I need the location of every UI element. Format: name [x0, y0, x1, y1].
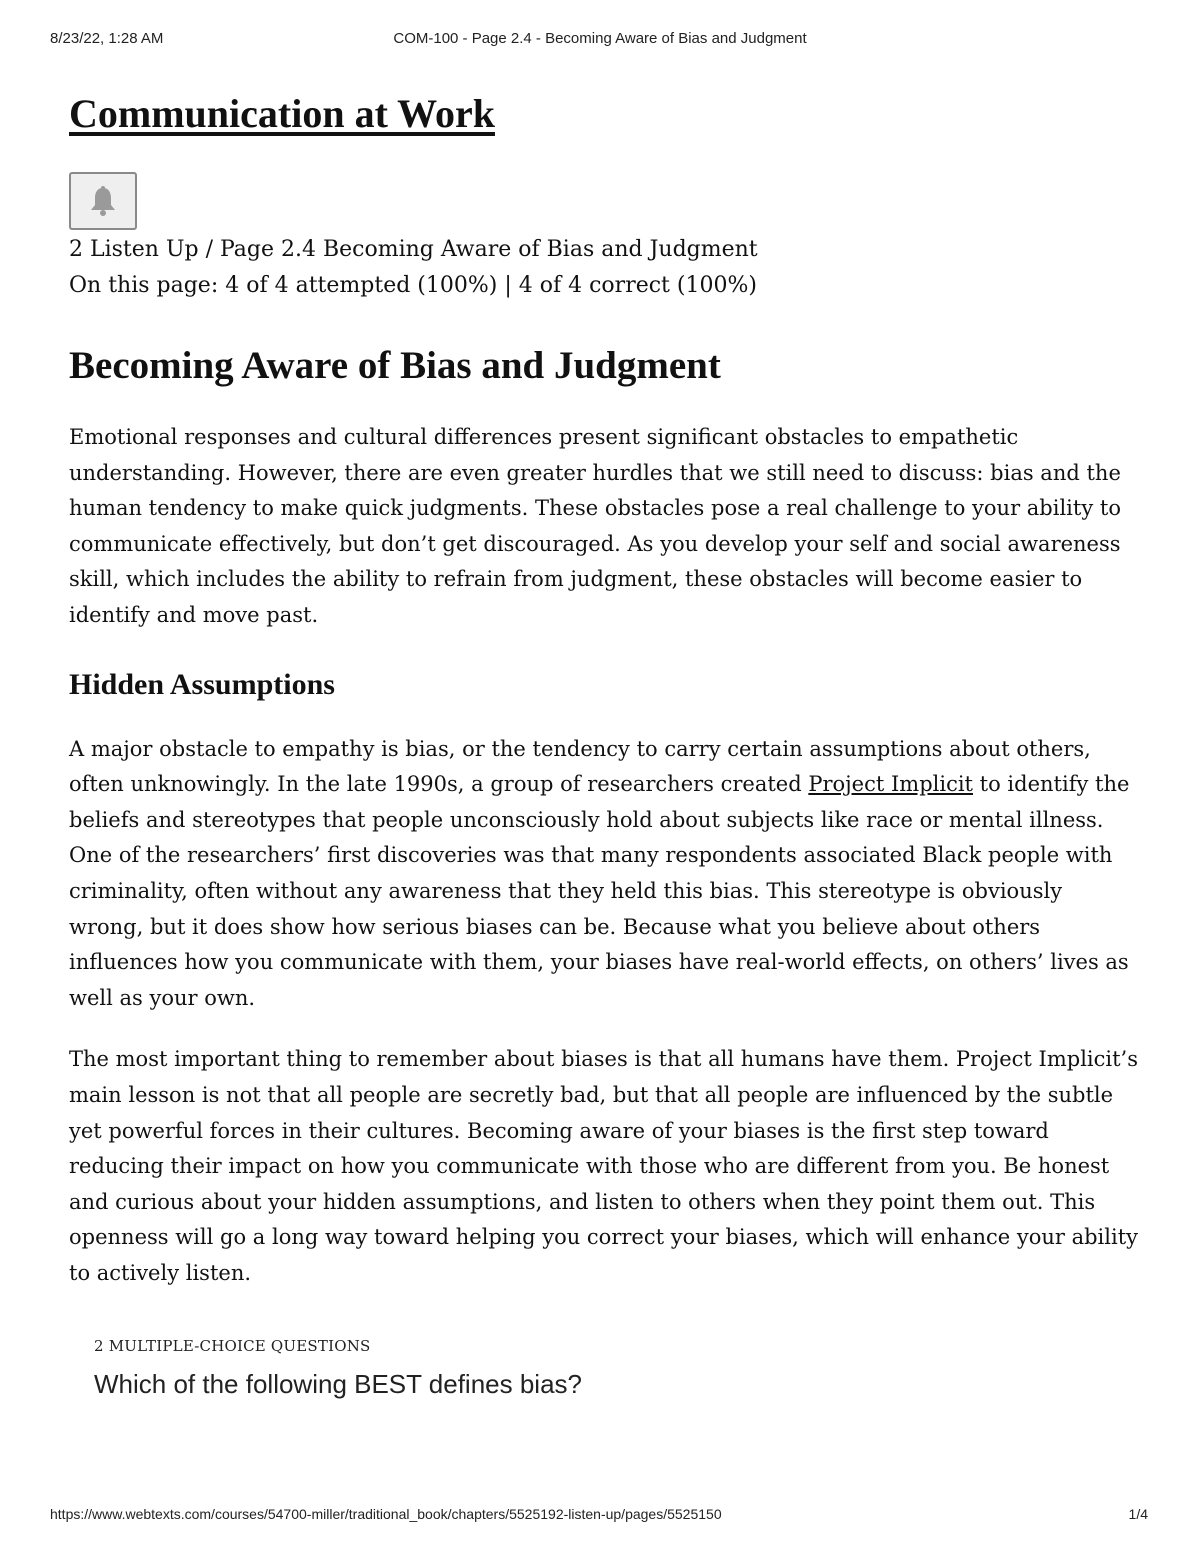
print-page-number: 1/4 [1128, 1506, 1148, 1522]
print-url: https://www.webtexts.com/courses/54700-miller/traditional_book/chapters/5525192-listen-up/pages/5525150 [50, 1506, 722, 1522]
paragraph-text: A major obstacle to empathy is bias, or the tendency to carry certain assumptions about others, often unknowingly. In the late 1990s, a group of researchers created [69, 736, 1091, 797]
intro-paragraph: Emotional responses and cultural differences present significant obstacles to empathetic understanding. However, there are even greater hurdles that we still need to discuss: bias and the human tendency to make quick judgments. These obstacles pose a real challenge to your ability to communicate effectively, but don’t get discouraged. As you develop your self and social awareness skill, which includes the ability to refrain from judgment, these obstacles will become easier to identify and move past. [69, 425, 1121, 627]
print-date: 8/23/22, 1:28 AM [50, 30, 164, 47]
print-document-title: COM-100 - Page 2.4 - Becoming Aware of Bias and Judgment [393, 30, 807, 47]
notification-button[interactable] [69, 172, 137, 230]
main-content [69, 86, 1139, 1400]
print-footer [0, 1506, 1200, 1526]
print-header [0, 30, 1200, 50]
hidden-assumptions-paragraph [69, 732, 1139, 1017]
progress-status: On this page: 4 of 4 attempted (100%) | 4 of 4 correct (100%) [69, 273, 757, 298]
bell-icon [88, 185, 118, 217]
question-text: Which of the following BEST defines bias? [94, 1369, 583, 1400]
book-title-link[interactable]: Communication at Work [69, 91, 495, 136]
section-heading: Hidden Assumptions [69, 667, 335, 701]
biases-paragraph: The most important thing to remember about biases is that all humans have them. Project Implicit’s main lesson is not that all people are secretly bad, but that all people are influenced by the subtle yet powerful forces in their cultures. Becoming aware of your biases is the first step toward reducing their impact on how you communicate with those who are different from you. Be honest and curious about your hidden assumptions, and listen to others when they point them out. This openness will go a long way toward helping you correct your biases, which will enhance your ability to actively listen. [69, 1047, 1139, 1285]
mcq-section-label: 2 MULTIPLE-CHOICE QUESTIONS [94, 1337, 371, 1356]
paragraph-text: to identify the beliefs and stereotypes that people unconsciously hold about subjects like race or mental illness. One of the researchers’ first discoveries was that many respondents associated Black people with criminality, often without any awareness that they held this bias. This stereotype is obviously wrong, but it does show how serious biases can be. Because what you believe about others influences how you communicate with them, your biases have real-world effects, on others’ lives as well as your own. [69, 772, 1130, 1010]
project-implicit-link[interactable]: Project Implicit [808, 772, 973, 797]
breadcrumb: 2 Listen Up / Page 2.4 Becoming Aware of Bias and Judgment [69, 237, 758, 262]
page-title: Becoming Aware of Bias and Judgment [69, 344, 721, 387]
